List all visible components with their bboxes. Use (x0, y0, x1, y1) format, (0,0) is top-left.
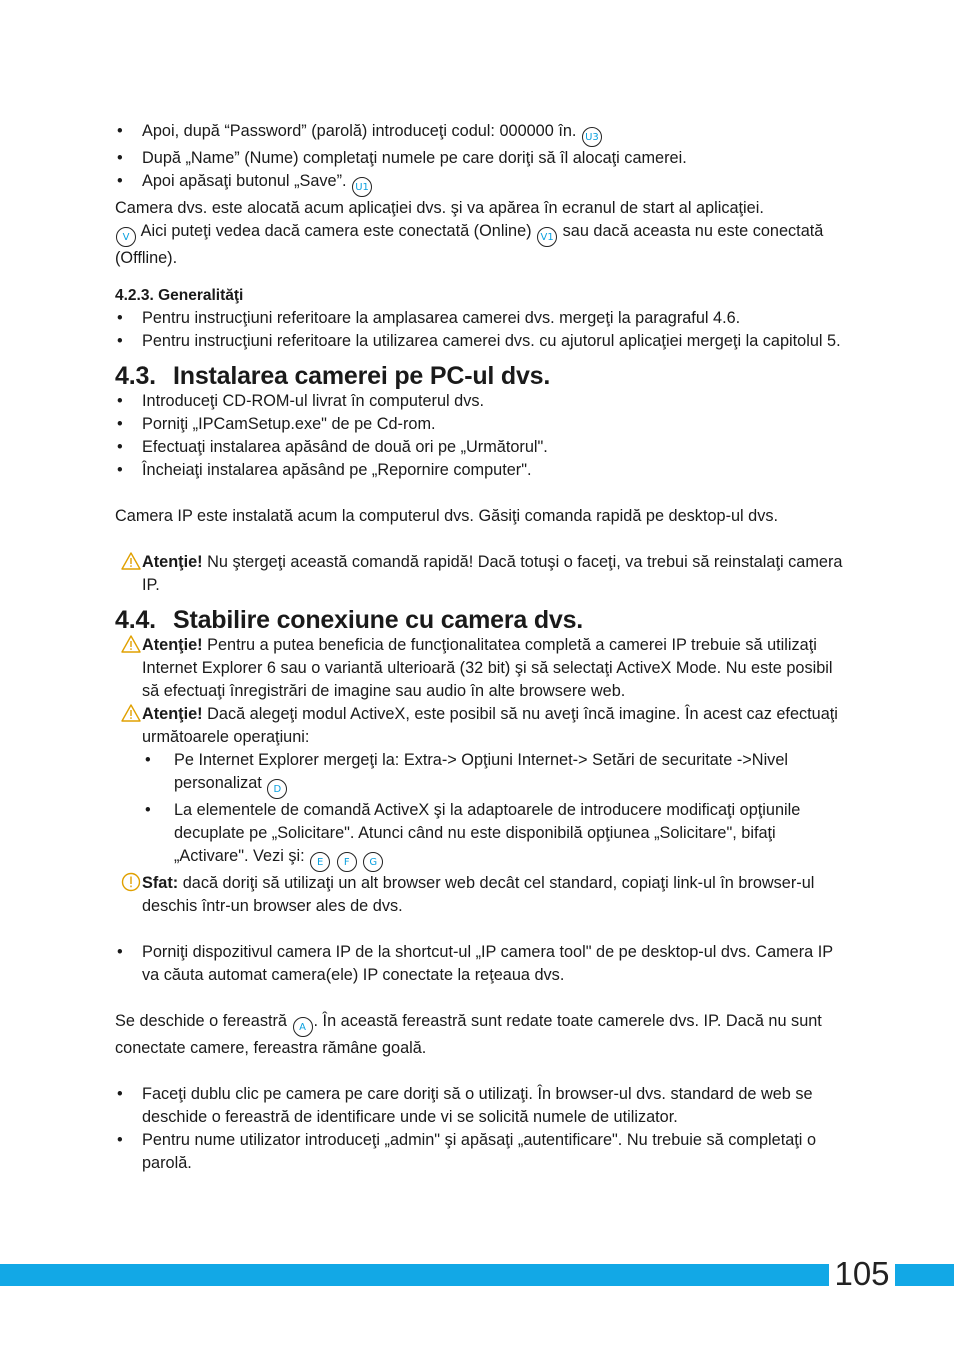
paragraph: Camera IP este instalată acum la computerul dvs. Găsiţi comanda rapidă pe desktop-ul dvs. (115, 507, 779, 525)
callout-badge: A (293, 1017, 313, 1037)
tip-note (115, 872, 845, 918)
step-text: Apoi, după “Password” (parolă) introduceţi codul: 000000 în. (142, 122, 581, 140)
callout-badge: F (337, 852, 357, 872)
sub-list-text: Pe Internet Explorer mergeţi la: Extra-> Opţiuni Internet-> Setări de securitate ->Nivel personalizat (174, 751, 788, 792)
list-item: • Pentru instrucţiuni referitoare la amplasarea camerei dvs. mergeţi la paragraful 4.6. (115, 307, 845, 330)
list-item (115, 147, 845, 170)
section-number: 4.4. (115, 606, 156, 634)
section-heading (115, 603, 845, 637)
callout-badge: V1 (537, 227, 557, 247)
callout-badge: D (267, 779, 287, 799)
step-text: După „Name” (Nume) completaţi numele pe care doriţi să îl alocaţi camerei. (142, 149, 687, 167)
callout-badge: U1 (352, 177, 372, 197)
paragraph-text: Se deschide o fereastră (115, 1012, 292, 1030)
warning-label: Atenţie! (142, 636, 203, 654)
paragraph-text: Aici puteţi vedea dacă camera este conectată (Online) (137, 222, 537, 240)
list-item: • Faceţi dublu clic pe camera pe care doriţi să o utilizaţi. În browser-ul dvs. standard de web se deschide o fereastră de identificare unde vi se solicită numele de utilizator. (115, 1083, 845, 1129)
sub-list-text: La elementele de comandă ActiveX şi la adaptoarele de introducere modificaţi opţiunile decuplate pe „Solicitare". Atunci când nu este disponibilă opţiunea „Solicitare", bifaţi „Activare". Vezi şi: (174, 801, 801, 865)
callout-badge: V (116, 227, 136, 247)
list-item (115, 170, 845, 197)
list-item: • Pentru nume utilizator introduceţi „admin" şi apăsaţi „autentificare". Nu trebuie să completaţi o parolă. (115, 1129, 845, 1175)
page-number: 105 (834, 1255, 890, 1292)
paragraph (115, 1010, 845, 1060)
warning-icon (121, 552, 141, 570)
tip-label: Sfat: (142, 874, 179, 892)
paragraph-text: . În această fereastră sunt redate toate camerele dvs. IP. Dacă nu sunt conectate camere, fereastra rămâne goală. (115, 1012, 822, 1057)
paragraph-text: Camera dvs. este alocată acum aplicaţiei dvs. şi va apărea în ecranul de start al aplicaţiei. (115, 199, 764, 217)
subsection-title: 4.2.3. Generalităţi (115, 287, 244, 304)
warning-label: Atenţie! (142, 705, 203, 723)
list-item: • Efectuaţi instalarea apăsând de două ori pe „Următorul". (115, 436, 845, 459)
sub-list-item (115, 799, 845, 872)
warning-label: Atenţie! (142, 553, 203, 571)
footer-bar (0, 1264, 954, 1286)
sub-list-item (115, 749, 845, 799)
warning-note (115, 634, 845, 703)
section-heading (115, 359, 845, 393)
callout-badge: G (363, 852, 383, 872)
page-number-box (829, 1255, 895, 1292)
list-item: • Încheiaţi instalarea apăsând pe „Repornire computer". (115, 459, 845, 482)
list-item (115, 120, 845, 147)
paragraph-text: sau dacă aceasta nu este conectată (Offline). (115, 222, 824, 267)
step-text: Apoi apăsaţi butonul „Save”. (142, 172, 352, 190)
warning-note (115, 551, 845, 597)
list-item: • Pentru instrucţiuni referitoare la utilizarea camerei dvs. cu ajutorul aplicaţiei mergeţi la capitolul 5. (115, 330, 845, 353)
tip-text: dacă doriţi să utilizaţi un alt browser web decât cel standard, copiaţi link-ul în browser-ul deschis într-un browser ales de dvs. (142, 874, 815, 915)
section-number: 4.3. (115, 362, 156, 390)
warning-text: Dacă alegeţi modul ActiveX, este posibil să nu aveţi încă imagine. În acest caz efectuaţi următoarele operaţiuni: (142, 705, 838, 746)
paragraph (115, 197, 845, 270)
callout-badge: E (310, 852, 330, 872)
list-item: • Porniţi dispozitivul camera IP de la shortcut-ul „IP camera tool" de pe desktop-ul dvs. Camera IP va căuta automat camera(ele) IP conectate la reţeaua dvs. (115, 941, 845, 987)
section-title: Instalarea camerei pe PC-ul dvs. (173, 362, 551, 390)
section-title: Stabilire conexiune cu camera dvs. (173, 606, 584, 634)
list-item: • Porniţi „IPCamSetup.exe" de pe Cd-rom. (115, 413, 845, 436)
page-content (115, 120, 845, 1175)
list-item: • Introduceţi CD-ROM-ul livrat în computerul dvs. (115, 390, 845, 413)
warning-text: Pentru a putea beneficia de funcţionalitatea completă a camerei IP trebuie să utilizaţi Internet Explorer 6 sau o variantă ulterioară (32 bit) şi să selectaţi ActiveX Mode. Nu este posibil să efectuaţi înregistrări de imagine sau audio în alte browsere web. (142, 636, 833, 700)
callout-badge: U3 (582, 127, 602, 147)
warning-note (115, 703, 845, 749)
warning-text: Nu ştergeţi această comandă rapidă! Dacă totuşi o faceţi, va trebui să reinstalaţi camera IP. (142, 553, 843, 594)
warning-icon (121, 704, 141, 722)
tip-icon (121, 872, 141, 892)
warning-icon (121, 635, 141, 653)
